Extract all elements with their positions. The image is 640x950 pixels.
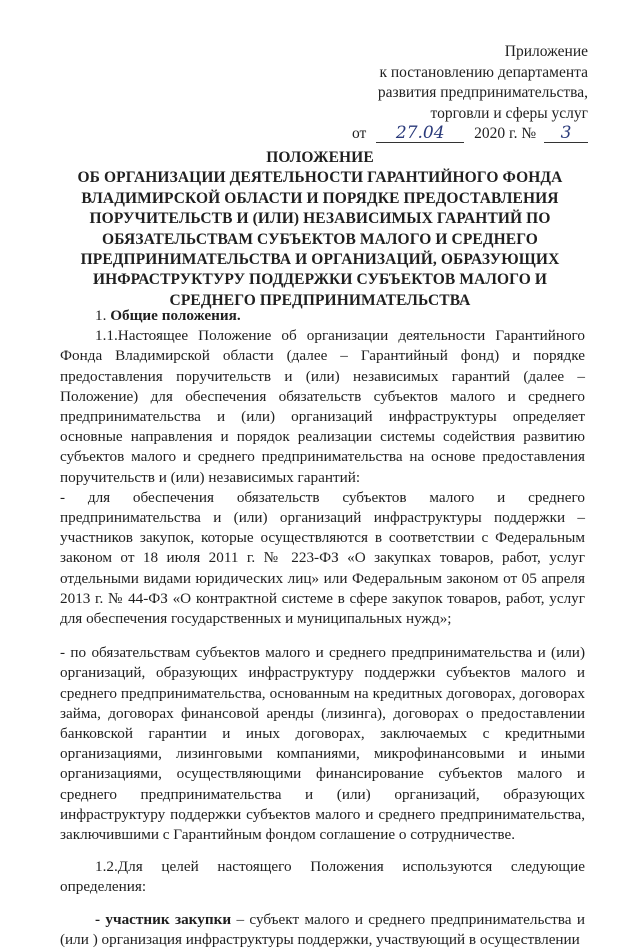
- bullet-item-1: - для обеспечения обязательств субъектов малого и среднего предпринимательства и (или) организаций инфраструктуры поддержки – участников закупок, которые осуществляются в соответствии с Федеральным законом от 18 июля 2011 г. № 223-ФЗ «О закупках товаров, работ, услуг отдельными видами юридических лиц» или Федеральным законом от 05 апреля 2013 г. № 44-ФЗ «О контрактной системе в сфере закупок товаров, работ, услуг для обеспечения государственных и муниципальных нужд»;: [60, 488, 585, 628]
- bullet-item-2: - по обязательствам субъектов малого и среднего предпринимательства и (или) организаций, образующих инфраструктуру поддержки субъектов малого и среднего предпринимательства, основанным на кредитных договорах, договорах займа, договорах финансовой аренды (лизинга), договорах о предоставлении банковской гарантии и иных договорах, заключаемых с кредитными организациями, лизинговыми компаниями, микрофинансовыми и иными организациями, осуществляющими финансирование субъектов малого и среднего предпринимательства и (или) организаций, образующих инфраструктуру поддержки субъектов малого и среднего предпринимательства, заключившими с Гарантийным фондом соглашение о сотрудничестве.: [60, 644, 585, 844]
- handwritten-number: 3: [544, 124, 588, 143]
- handwritten-date: 27.04: [376, 124, 464, 143]
- definition-text: – субъект малого и среднего предпринимательства и (или ) организация инфраструктуры поддержки, участвующий в осуществлении: [60, 910, 585, 948]
- document-title: [60, 148, 580, 311]
- appendix-line: к постановлению департамента: [379, 63, 588, 81]
- paragraph-1-2: 1.2.Для целей настоящего Положения используются следующие определения:: [60, 858, 585, 896]
- appendix-line: торговли и сферы услуг: [430, 104, 588, 122]
- section-number: 1.: [95, 307, 107, 324]
- appendix-block: [288, 42, 588, 145]
- paragraph-1-1: 1.1.Настоящее Положение об организации деятельности Гарантийного Фонда Владимирской области (далее – Гарантийный фонд) и порядке предоставления поручительств и (или) независимых гарантий (далее – Положение) для обеспечения обязательств субъектов малого и среднего предпринимательства и (или) организаций инфраструктуры определяет основные направления и порядок реализации системы содействия развитию субъектов малого и среднего предпринимательства на основе предоставления поручительств и (или) независимых гарантий:: [60, 327, 585, 486]
- year-text: 2020 г. №: [474, 125, 537, 142]
- title-text: ОБ ОРГАНИЗАЦИИ ДЕЯТЕЛЬНОСТИ ГАРАНТИЙНОГО ФОНДА ВЛАДИМИРСКОЙ ОБЛАСТИ И ПОРЯДКЕ ПРЕДОСТАВЛЕНИЯ ПОРУЧИТЕЛЬСТВ И (ИЛИ) НЕЗАВИСИМЫХ ГАРАНТИЙ ПО ОБЯЗАТЕЛЬСТВАМ СУБЪЕКТОВ МАЛОГО И СРЕДНЕГО ПРЕДПРИНИМАТЕЛЬСТВА И ОРГАНИЗАЦИЙ, ОБРАЗУЮЩИХ ИНФРАСТРУКТУРУ ПОДДЕРЖКИ СУБЪЕКТОВ МАЛОГО И СРЕДНЕГО ПРЕДПРИНИМАТЕЛЬСТВА: [77, 169, 563, 309]
- appendix-line: развития предпринимательства,: [377, 84, 588, 101]
- section-title: Общие положения.: [110, 307, 241, 324]
- document-body: [60, 306, 585, 950]
- appendix-line: Приложение: [504, 43, 588, 60]
- title-heading: ПОЛОЖЕНИЕ: [266, 149, 374, 166]
- definition-item: [60, 910, 585, 950]
- appendix-date-line: [288, 124, 588, 145]
- date-prefix: от: [352, 125, 367, 142]
- section-heading: [60, 306, 585, 326]
- definition-term: - участник закупки: [95, 910, 232, 928]
